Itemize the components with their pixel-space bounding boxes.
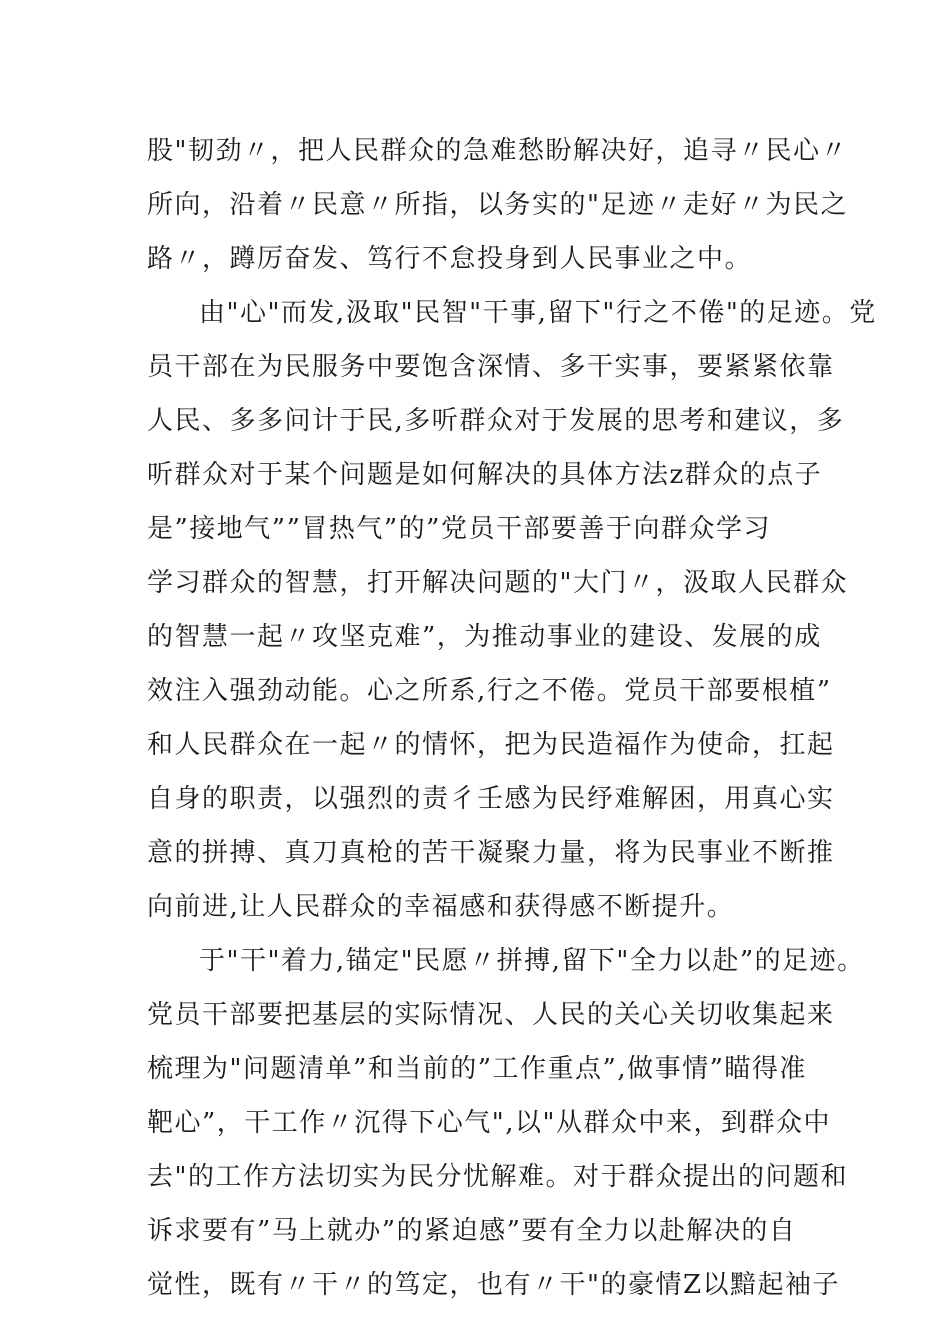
text-line: 的智慧一起〃攻坚克难”，为推动事业的建设、发展的成 [147, 622, 822, 652]
text-line: 学习群众的智慧，打开解决问题的"大门〃，汲取人民群众 [147, 568, 848, 598]
text-line: 股"韧劲〃，把人民群众的急难愁盼解决好，追寻〃民心〃 [147, 136, 848, 166]
text-line: 效注入强劲动能。心之所系,行之不倦。党员干部要根植” [147, 676, 832, 706]
paragraph-start-line: 由"心"而发,汲取"民智"干事,留下"行之不倦"的足迹。党 [199, 298, 877, 328]
text-line: 向前进,让人民群众的幸福感和获得感不断提升。 [147, 892, 735, 922]
text-line: 和人民群众在一起〃的情怀，把为民造福作为使命，扛起 [147, 730, 835, 760]
text-line: 员干部在为民服务中要饱含深情、多干实事，要紧紧依靠 [147, 352, 835, 382]
body-text [147, 129, 877, 1317]
text-line: 意的拼搏、真刀真枪的苦干凝聚力量，将为民事业不断推 [147, 838, 835, 868]
text-line: 所向，沿着〃民意〃所指，以务实的"足迹〃走好〃为民之 [147, 190, 848, 220]
text-line: 党员干部要把基层的实际情况、人民的关心关切收集起来 [147, 1000, 835, 1030]
text-line: 是”接地气””冒热气”的”党员干部要善于向群众学习 [147, 514, 771, 544]
text-line: 自身的职责，以强烈的责彳壬感为民纾难解困，用真心实 [147, 784, 835, 814]
paragraph-start-line: 于"干"着力,锚定"民愿〃拼搏,留下"全力以赴”的足迹。 [199, 946, 865, 976]
text-line: 靶心”，干工作〃沉得下心气",以"从群众中来，到群众中 [147, 1108, 831, 1138]
text-line: 路〃，蹲厉奋发、笃行不怠投身到人民事业之中。 [147, 244, 753, 274]
text-line: 人民、多多问计于民,多听群众对于发展的思考和建议，多 [147, 406, 845, 436]
text-line: 觉性，既有〃干〃的笃定，也有〃干"的豪情Z以黯起袖子 [147, 1270, 841, 1300]
text-line: 梳理为"问题清单”和当前的”工作重点”,做事情”瞄得准 [147, 1054, 807, 1084]
text-line: 诉求要有”马上就办”的紧迫感”要有全力以赴解决的自 [147, 1216, 797, 1246]
text-line: 去"的工作方法切实为民分忧解难。对于群众提出的问题和 [147, 1162, 848, 1192]
text-line: 听群众对于某个问题是如何解决的具体方法z群众的点子 [147, 460, 823, 490]
